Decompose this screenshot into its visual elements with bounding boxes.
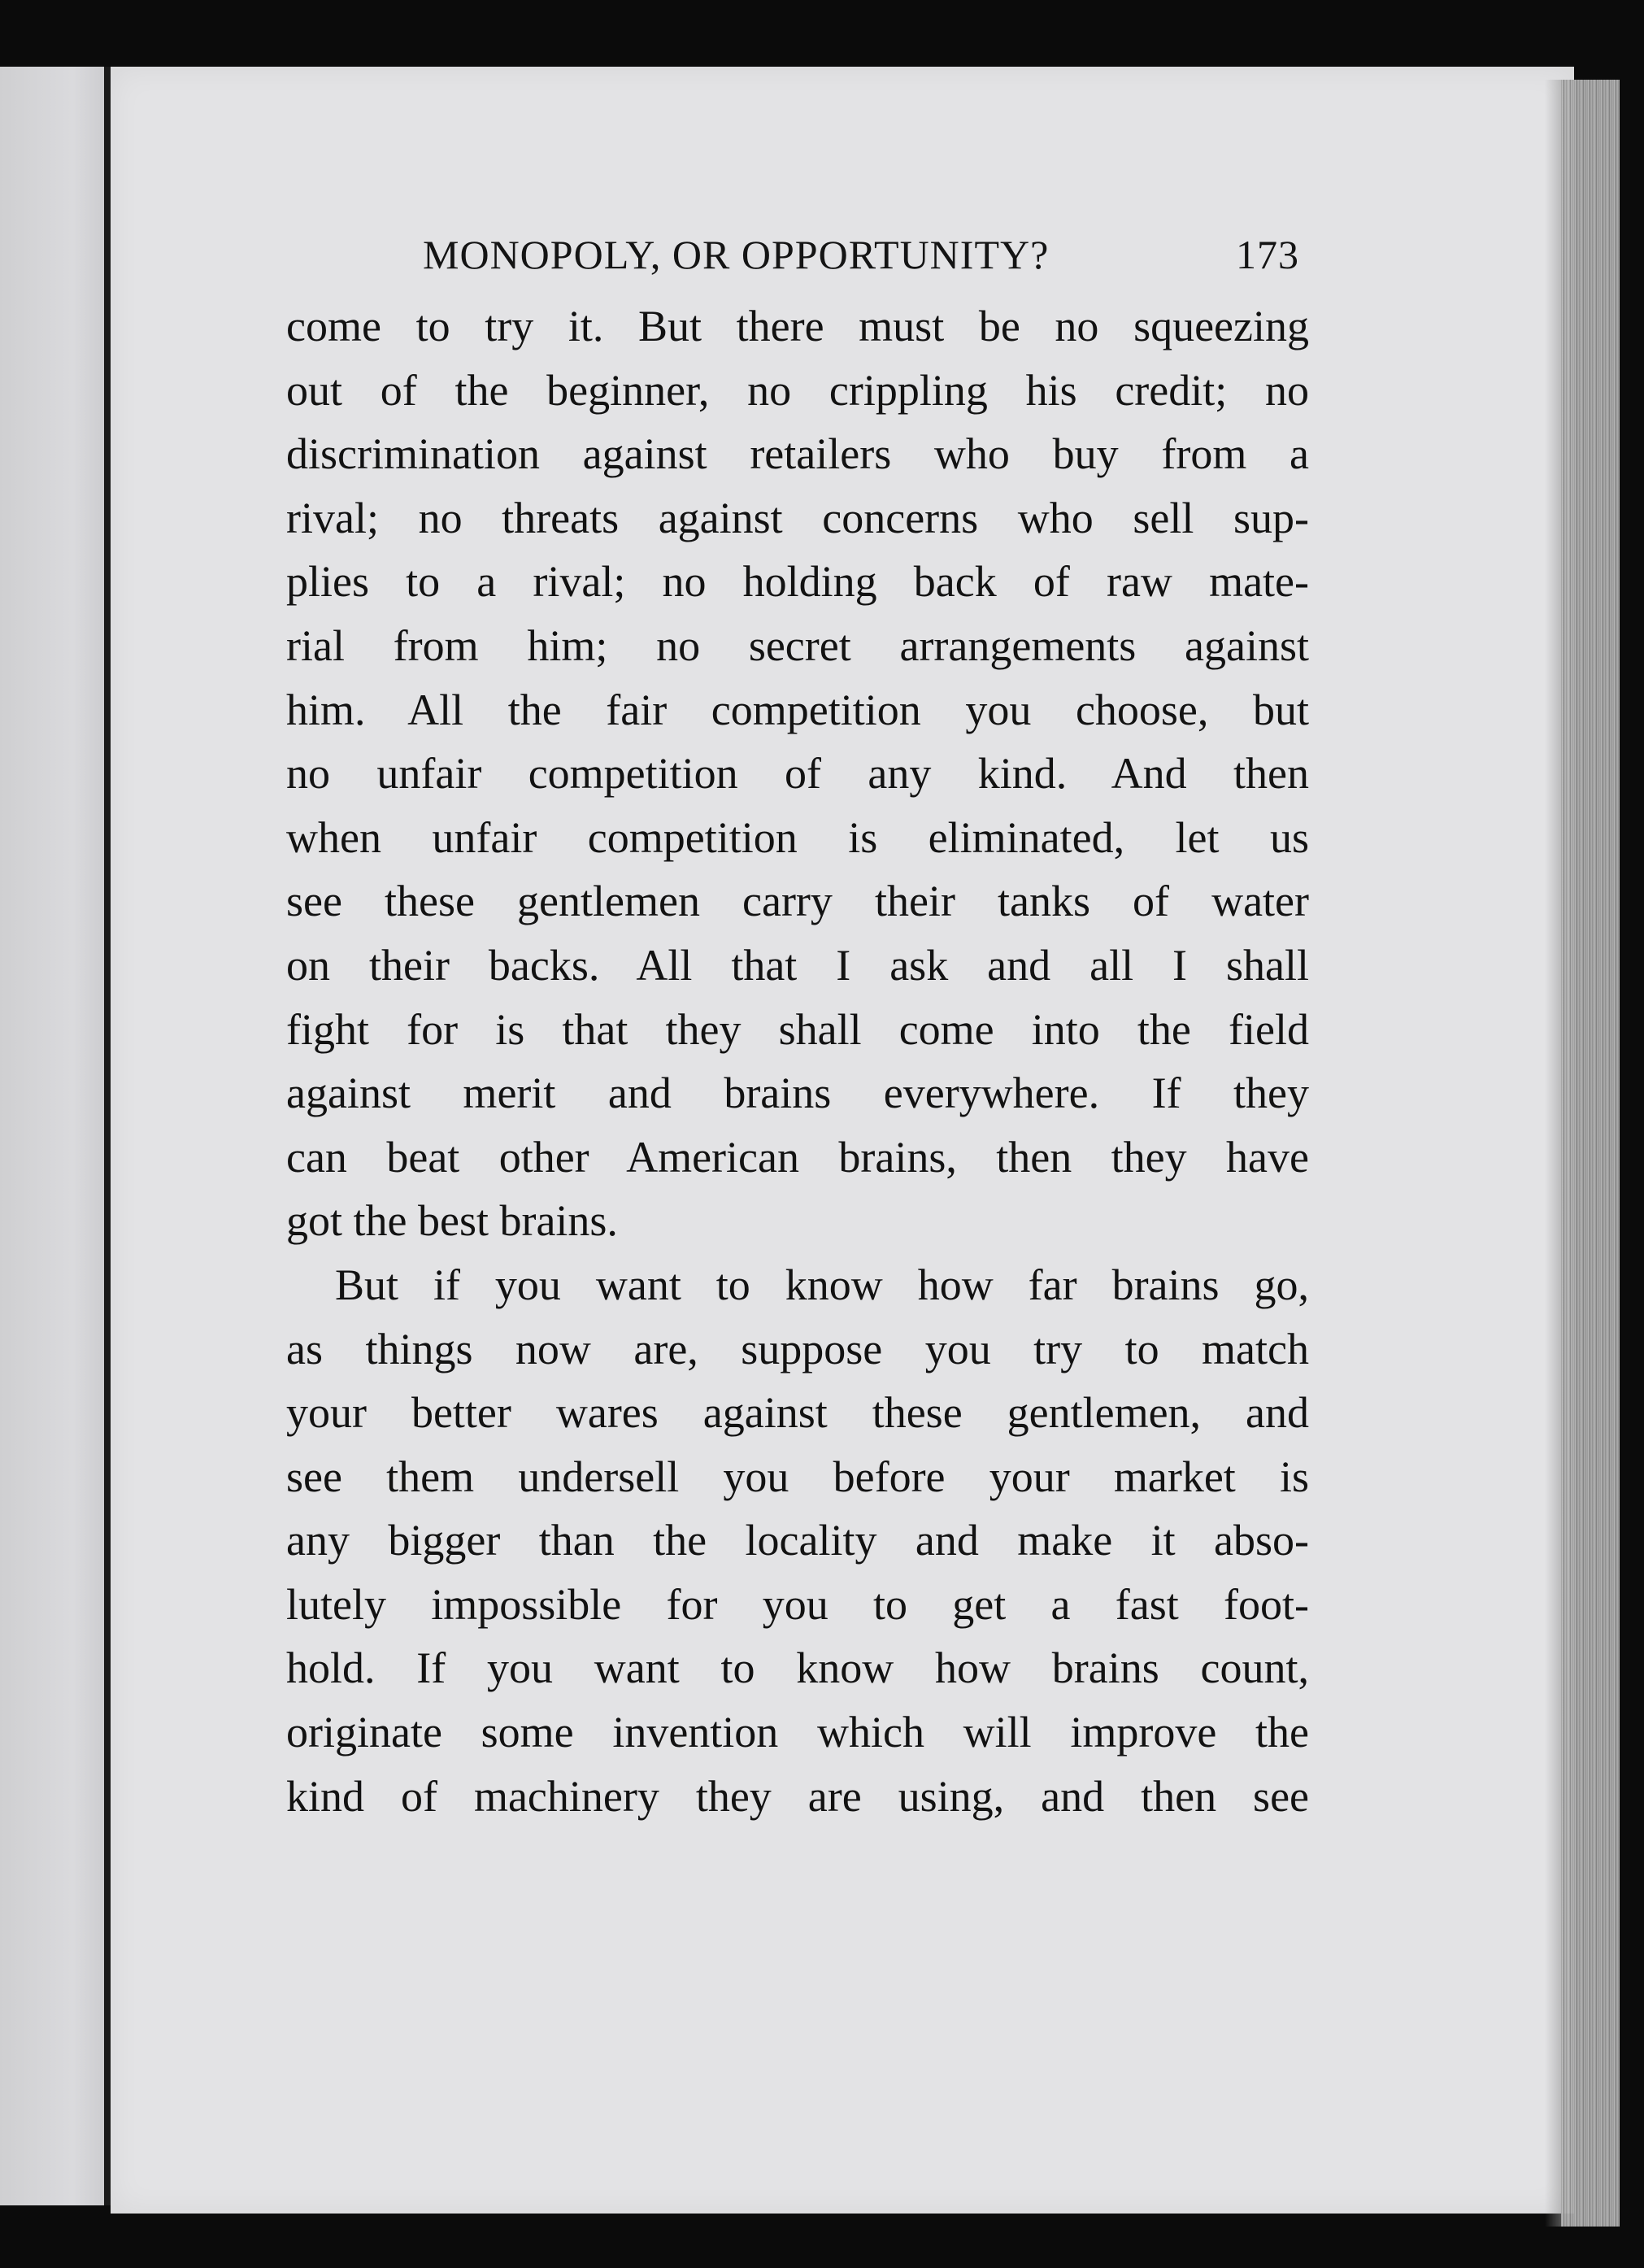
text-line: any bigger than the locality and make it abso-: [286, 1516, 1309, 1565]
running-head: [423, 231, 1317, 278]
paragraph-2: [286, 1253, 1309, 1828]
text-line: as things now are, suppose you try to match: [286, 1324, 1309, 1373]
text-line: kind of machinery they are using, and then see: [286, 1771, 1309, 1821]
text-line: got the best brains.: [286, 1196, 618, 1246]
text-line: your better wares against these gentlemen, and: [286, 1388, 1309, 1438]
text-line: against merit and brains everywhere. If they: [286, 1069, 1309, 1118]
text-line: lutely impossible for you to get a fast foot-: [286, 1579, 1309, 1629]
book-fore-edge: [1561, 80, 1620, 2227]
text-line: him. All the fair competition you choose, but: [286, 685, 1309, 734]
text-line: see them undersell you before your market is: [286, 1452, 1309, 1501]
text-line: hold. If you want to know how brains count,: [286, 1643, 1309, 1693]
text-line: can beat other American brains, then they have: [286, 1132, 1309, 1182]
text-line: come to try it. But there must be no squeezing: [286, 302, 1309, 350]
text-line: out of the beginner, no crippling his credit; no: [286, 365, 1309, 415]
text-line: rival; no threats against concerns who sell sup-: [286, 493, 1309, 542]
gutter: [104, 67, 111, 2205]
text-line: see these gentlemen carry their tanks of water: [286, 877, 1309, 926]
text-line: rial from him; no secret arrangements against: [286, 620, 1309, 670]
text-line: no unfair competition of any kind. And then: [286, 749, 1309, 799]
text-line: originate some invention which will improve the: [286, 1708, 1309, 1757]
page-number: 173: [1236, 232, 1299, 277]
previous-page-edge: [0, 67, 104, 2205]
text-line: plies to a rival; no holding back of raw mate-: [286, 557, 1309, 607]
running-head-title: MONOPOLY, OR OPPORTUNITY?: [423, 232, 1050, 277]
paragraph-1: [286, 294, 1309, 1253]
text-line: when unfair competition is eliminated, let us: [286, 812, 1309, 862]
text-line: on their backs. All that I ask and all I shall: [286, 940, 1309, 990]
body-text: [286, 294, 1309, 1828]
text-line: But if you want to know how far brains go,: [335, 1260, 1309, 1309]
text-line: fight for is that they shall come into the field: [286, 1004, 1309, 1054]
text-line: discrimination against retailers who buy from a: [286, 429, 1309, 479]
